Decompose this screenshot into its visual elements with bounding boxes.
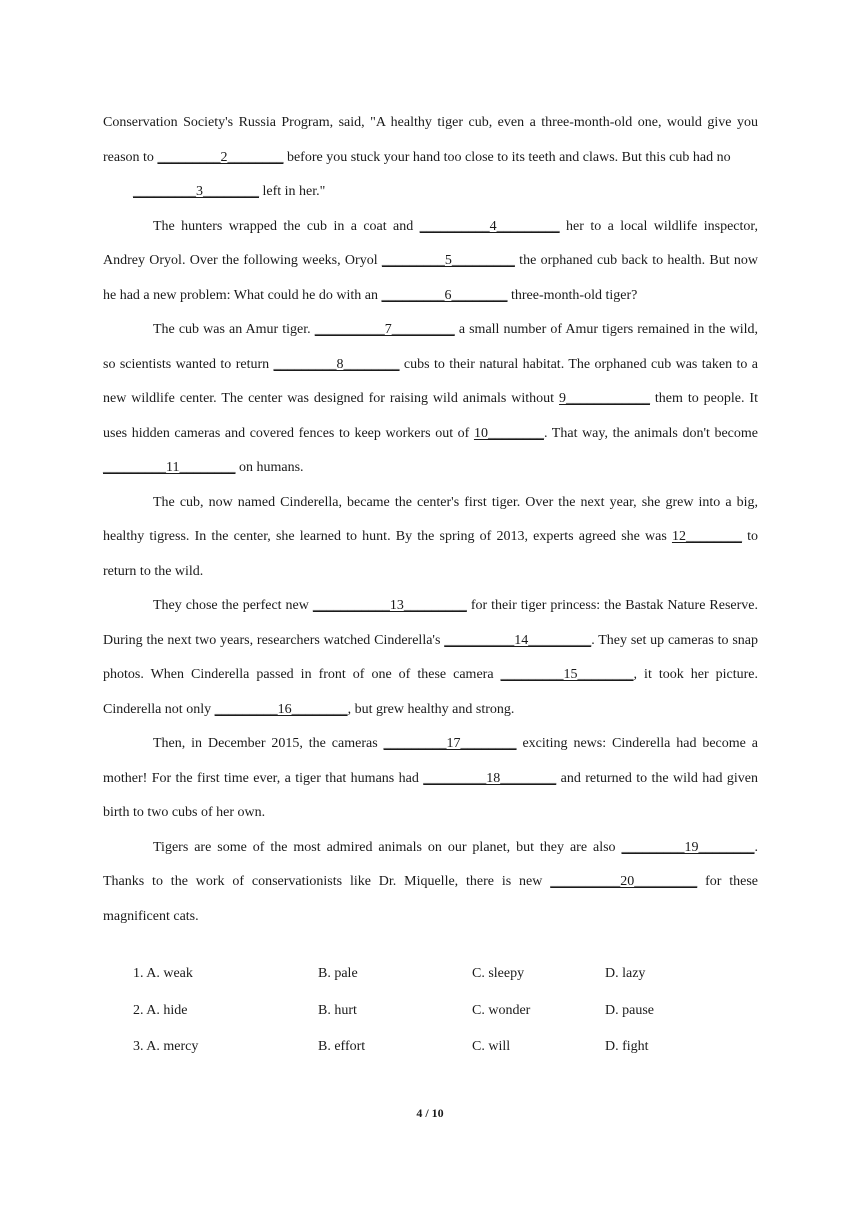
blank-4: __________4_________: [419, 218, 560, 234]
option-d: D. pause: [605, 1002, 654, 1018]
paragraph-4: [103, 313, 758, 486]
cloze-passage: [103, 106, 758, 934]
text-span: a small number of Amur tigers remained in the wild, so scientists wanted to return: [103, 322, 758, 372]
text-span: the orphaned cub back to health. But now he had a new problem: What could he do with an: [103, 253, 759, 303]
text-span: her to a local wildlife inspector, Andrey Oryol. Over the following weeks, Oryol: [103, 218, 758, 268]
option-b: B. hurt: [318, 1002, 357, 1018]
paragraph-7: [103, 727, 758, 831]
text-span: The hunters wrapped the cub in a coat and: [153, 218, 420, 234]
text-span: on humans.: [235, 460, 304, 475]
question-1-options: [133, 966, 753, 1003]
text-span: exciting news: Cinderella had become a mother! For the first time ever, a tiger that humans had: [103, 736, 758, 786]
blank-16: _________16________: [214, 701, 348, 717]
paragraph-2: [103, 175, 758, 210]
blank-15: _________15________: [500, 667, 634, 682]
question-3-options: [133, 1039, 753, 1076]
paragraph-6: [103, 589, 758, 727]
text-span: three-month-old tiger?: [507, 287, 638, 303]
blank-9: 9____________: [558, 391, 650, 406]
blank-3: _________3________: [133, 184, 259, 199]
option-a: 1. A. weak: [133, 966, 193, 981]
text-span: The cub was an Amur tiger.: [153, 322, 315, 337]
blank-14: __________14_________: [444, 632, 592, 648]
option-d: D. fight: [605, 1039, 649, 1054]
blank-8: _________8________: [273, 356, 400, 372]
paragraph-3: [103, 210, 758, 314]
page-number: 4 / 10: [416, 1106, 444, 1120]
text-span: Conservation Society's Russia Program, said, "A healthy tiger cub, even a three-month-old one, would give you reason to: [103, 115, 758, 165]
option-c: C. sleepy: [472, 966, 525, 981]
text-span: , but grew healthy and strong.: [347, 701, 515, 717]
text-span: for their tiger princess: the Bastak Nature Reserve. During the next two years, researchers watched Cinderella's: [103, 598, 758, 648]
text-span: . That way, the animals don't become: [543, 425, 758, 441]
text-span: to return to the wild.: [103, 529, 759, 579]
text-span: before you stuck your hand too close to its teeth and claws. But this cub had no: [283, 149, 731, 165]
blank-6: _________6________: [381, 287, 508, 303]
text-span: . They set up cameras to snap photos. When Cinderella passed in front of one of these camera: [103, 632, 758, 682]
blank-11: _________11________: [103, 460, 236, 475]
blank-7: __________7_________: [314, 322, 455, 337]
option-d: D. lazy: [605, 966, 646, 981]
text-span: Tigers are some of the most admired animals on our planet, but they are also: [153, 839, 622, 855]
text-span: cubs to their natural habitat. The orphaned cub was taken to a new wildlife center. The center was designed for raising wild animals without: [103, 356, 759, 406]
text-span: Then, in December 2015, the cameras: [153, 736, 384, 751]
option-c: C. wonder: [472, 1002, 531, 1018]
text-span: and returned to the wild had given birth to two cubs of her own.: [103, 770, 759, 820]
paragraph-1: [103, 106, 758, 175]
paragraph-8: [103, 831, 758, 935]
blank-13: ___________13_________: [312, 598, 467, 613]
option-b: B. pale: [318, 966, 358, 981]
text-span: , it took her picture. Cinderella not only: [103, 667, 758, 717]
paragraph-5: [103, 486, 758, 590]
question-2-options: [133, 1003, 753, 1040]
option-a: 3. A. mercy: [133, 1039, 199, 1054]
text-span: . Thanks to the work of conservationists like Dr. Miquelle, there is new: [103, 839, 758, 889]
option-a: 2. A. hide: [133, 1002, 188, 1018]
text-span: The cub, now named Cinderella, became the center's first tiger. Over the next year, she grew into a big, healthy tigress. In the center, she learned to hunt. By the spring of 2013, experts agreed she was: [103, 494, 758, 544]
text-span: left in her.": [259, 184, 326, 199]
blank-20: __________20_________: [550, 874, 698, 889]
text-span: They chose the perfect new: [153, 598, 313, 613]
text-span: them to people. It uses hidden cameras and covered fences to keep workers out of: [103, 391, 758, 441]
blank-5: _________5_________: [381, 253, 515, 268]
option-c: C. will: [472, 1039, 511, 1054]
answer-options: [133, 966, 753, 1076]
blank-2: _________2________: [157, 149, 284, 165]
blank-12: 12________: [671, 529, 742, 544]
text-span: for these magnificent cats.: [103, 874, 759, 924]
blank-17: _________17________: [383, 736, 517, 751]
blank-19: _________19________: [621, 839, 755, 855]
blank-10: 10________: [473, 425, 544, 441]
blank-18: _________18________: [423, 770, 557, 786]
option-b: B. effort: [318, 1039, 366, 1054]
